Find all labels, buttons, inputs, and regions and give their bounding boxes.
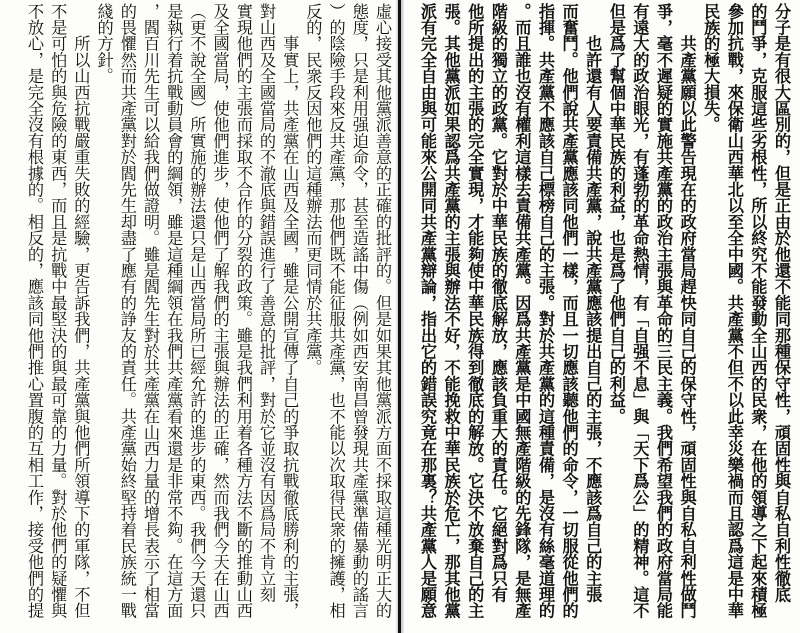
right-page-bold-text	[400, 0, 800, 633]
text-column: 也許還有人要責備共產黨，說共產黨應該提出自己的主張，不應該爲自己的主張	[583, 3, 603, 603]
text-column: 事實上，共產黨在山西及全國，雖是公開宣傳了自己的爭取抗戰徹底勝利的主張，	[280, 3, 300, 619]
text-column: （更不說全國）所實施的辦法還只是山西當局所已經允許的進步的東西。我們今天還只	[187, 3, 207, 619]
text-column: 實現他們的主張而採取不合作的分裂的政策。雖是我們利用着各種方法不斷的推動山西	[233, 3, 253, 619]
text-column: 反的，民衆反因他們的這種辦法而更同情於共產黨。	[303, 3, 323, 376]
text-column: 對山西及全國當局的不澈底與錯誤進行了善意的批評，對於它並沒有因爲局不肯立刻	[257, 3, 276, 603]
text-column: 不放心，是完全沒有根據的。相反的，應該同他們推心置腹的互相工作，接受他們的提	[25, 3, 44, 619]
text-column: 的鬥爭，克服這些劣根性，所以終究不能發動全山西的民衆，在他的領導之下起來積極	[748, 3, 768, 619]
text-column: 參加抗戰，來保衛山西華北以至全中國。共產黨不但不以此幸災樂禍而且認爲這是中華	[724, 3, 744, 619]
text-column: 共產黨願以此警告現在的政府當局趕快同自己的保守性，頑固性與自私自利性做鬥	[677, 3, 697, 619]
text-column: ，閻百川先生可以給我們做證明。雖是閻先生對於共產黨在山西力量的增長表示了相當	[141, 3, 160, 619]
text-column: 民族的極大損失。	[701, 3, 721, 133]
text-column: 而奮鬥。他們說共產黨應該同他們一樣，而且一切應該聽他們的命令，一切服從他們的	[559, 3, 579, 619]
text-column: 派有完全自由與可能來公開同共產黨辯論，指出它的錯誤究竟在那裏？共產黨人是願意	[418, 3, 437, 619]
text-column: 是執行着抗戰動員會的綱領，雖是這種綱領在我們共產黨看來還是非常不夠。在這方面	[164, 3, 184, 619]
text-column: ）的陰險手段來反共產黨，那他們既不能征服共產黨，也不能以次取得民衆的擁護，相	[326, 3, 346, 619]
text-column: 但是爲了幫個中華民族的利益，也是爲了他們自己的利益。	[606, 3, 626, 425]
text-column: 綫的方針。	[94, 3, 114, 84]
text-column: 的畏懼然而共產黨對於閻先生却盡了應有的諍友的責任。共產黨始終堅持着民族統一戰	[117, 3, 137, 619]
text-column: 。而且誰也沒有權利這樣去責備共產黨。因爲共產黨是中國無產階級的先鋒隊，是無產	[512, 3, 532, 619]
text-column: 爭，毫不遲疑的實施共產黨的政治主張與革命的三民主義。我們希望我們的政府當局能	[654, 3, 673, 619]
text-column: 有遠大的政治眼光，有蓬勃的革命熱情，有「自强不息」與「天下爲公」的精神。這不	[630, 3, 650, 619]
text-column: 張。其他黨派如果認爲共產黨的主張與辦法不好，不能挽救中華民族於危亡，那其他黨	[441, 3, 461, 619]
text-column: 分子是有很大區別的，但是正由於他還不能同那種保守性，頑固性與自私自利性徹底	[772, 3, 791, 603]
text-column: 所以山西抗戰嚴重失敗的經驗，更告訴我們，共產黨與他們所領導下的軍隊，不但	[71, 3, 91, 619]
text-column: 態度，只是利用强迫命令，甚至造謠中傷（例如西安南昌曾發現共產黨準備暴動的謠言	[349, 3, 369, 619]
text-column: 及全國當局，使他們進步，使他們了解我們的主張與辦法的正確，然而我們今天在山西	[210, 3, 230, 619]
text-column: 指揮。共產黨不應該自己標榜自己的主張。對於共產黨的這種責備，是沒有絲毫道理的	[536, 3, 555, 619]
text-column: 不是可怕的與危險的東西，而且是抗戰中最堅決的與最可靠的力量。對於他們的疑懼與	[48, 3, 68, 619]
text-column: 虛心接受其他黨派善意的正確的批評的。但是如果其他黨派方面不採取這種光明正大的	[373, 3, 392, 619]
text-column: 他所提出的主張的完全實現，才能夠使中華民族得到徹底的解放。它決不放棄自己的主	[465, 3, 485, 619]
text-column: 階級的獨立的政黨。它對於中華民族的徹底解放，應該負重大的責任。它絕對爲只有	[488, 3, 508, 603]
page-divider	[398, 0, 401, 633]
